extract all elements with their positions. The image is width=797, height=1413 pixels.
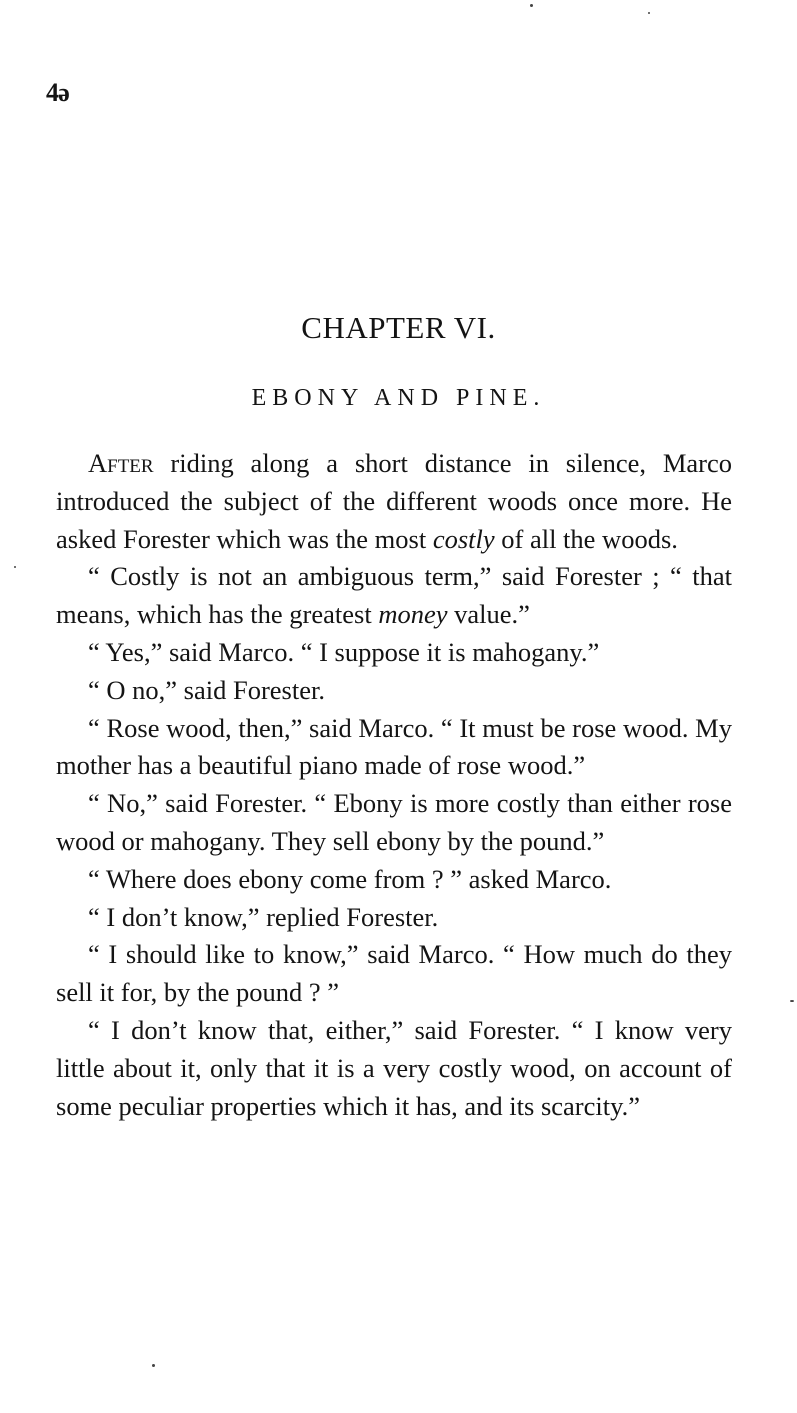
text-run: “ Where does ebony come from ? ” asked Marco.	[88, 863, 612, 894]
text-run: value.”	[447, 599, 530, 630]
opening-word: After	[88, 448, 154, 478]
text-run: “ O no,” said Forester.	[88, 674, 325, 705]
paragraph	[56, 1012, 732, 1125]
scan-speck	[530, 4, 533, 7]
text-run: “ No,” said Forester. “ Ebony is more costly than either rose wood or mahogany. They sell ebony by the pound.”	[56, 788, 732, 856]
paragraph	[56, 861, 732, 899]
emphasis-text: money	[378, 599, 448, 630]
emphasis-text: costly	[432, 523, 495, 554]
paragraph	[56, 785, 732, 861]
paragraph	[56, 445, 732, 558]
paragraph	[56, 672, 732, 710]
paragraph	[56, 710, 732, 786]
text-run: “ I don’t know,” replied Forester.	[88, 901, 439, 932]
text-run: riding along a short distance in silence, Marco introduced the subject of the different woods once more. He asked Forester which was the most	[56, 448, 732, 554]
text-run: “ Rose wood, then,” said Marco. “ It must be rose wood. My mother has a beautiful piano made of rose wood.”	[56, 712, 732, 781]
chapter-subtitle: EBONY AND PINE.	[251, 385, 546, 411]
paragraph	[56, 936, 732, 1012]
scan-speck	[790, 1000, 794, 1002]
paragraph	[56, 558, 732, 634]
paragraph	[56, 634, 732, 672]
scan-speck	[648, 12, 650, 14]
text-run: “ I don’t know that, either,” said Forester. “ I know very little about it, only that it is a very costly wood, on account of some peculiar properties which it has, and its scarcity.”	[56, 1014, 732, 1121]
paragraph	[56, 899, 732, 937]
text-run: “ Yes,” said Marco. “ I suppose it is mahogany.”	[88, 636, 600, 667]
text-run: “ I should like to know,” said Marco. “ How much do they sell it for, by the pound ? ”	[56, 939, 732, 1008]
body-text	[56, 445, 732, 1125]
scan-speck	[152, 1364, 155, 1367]
chapter-title: CHAPTER VI.	[301, 310, 496, 345]
text-run: of all the woods.	[494, 523, 678, 554]
page-number: 4ǝ	[46, 78, 69, 107]
text-run: “ Costly is not an ambiguous term,” said Forester ; “ that means, which has the greatest	[56, 561, 732, 630]
scan-speck	[14, 566, 16, 568]
